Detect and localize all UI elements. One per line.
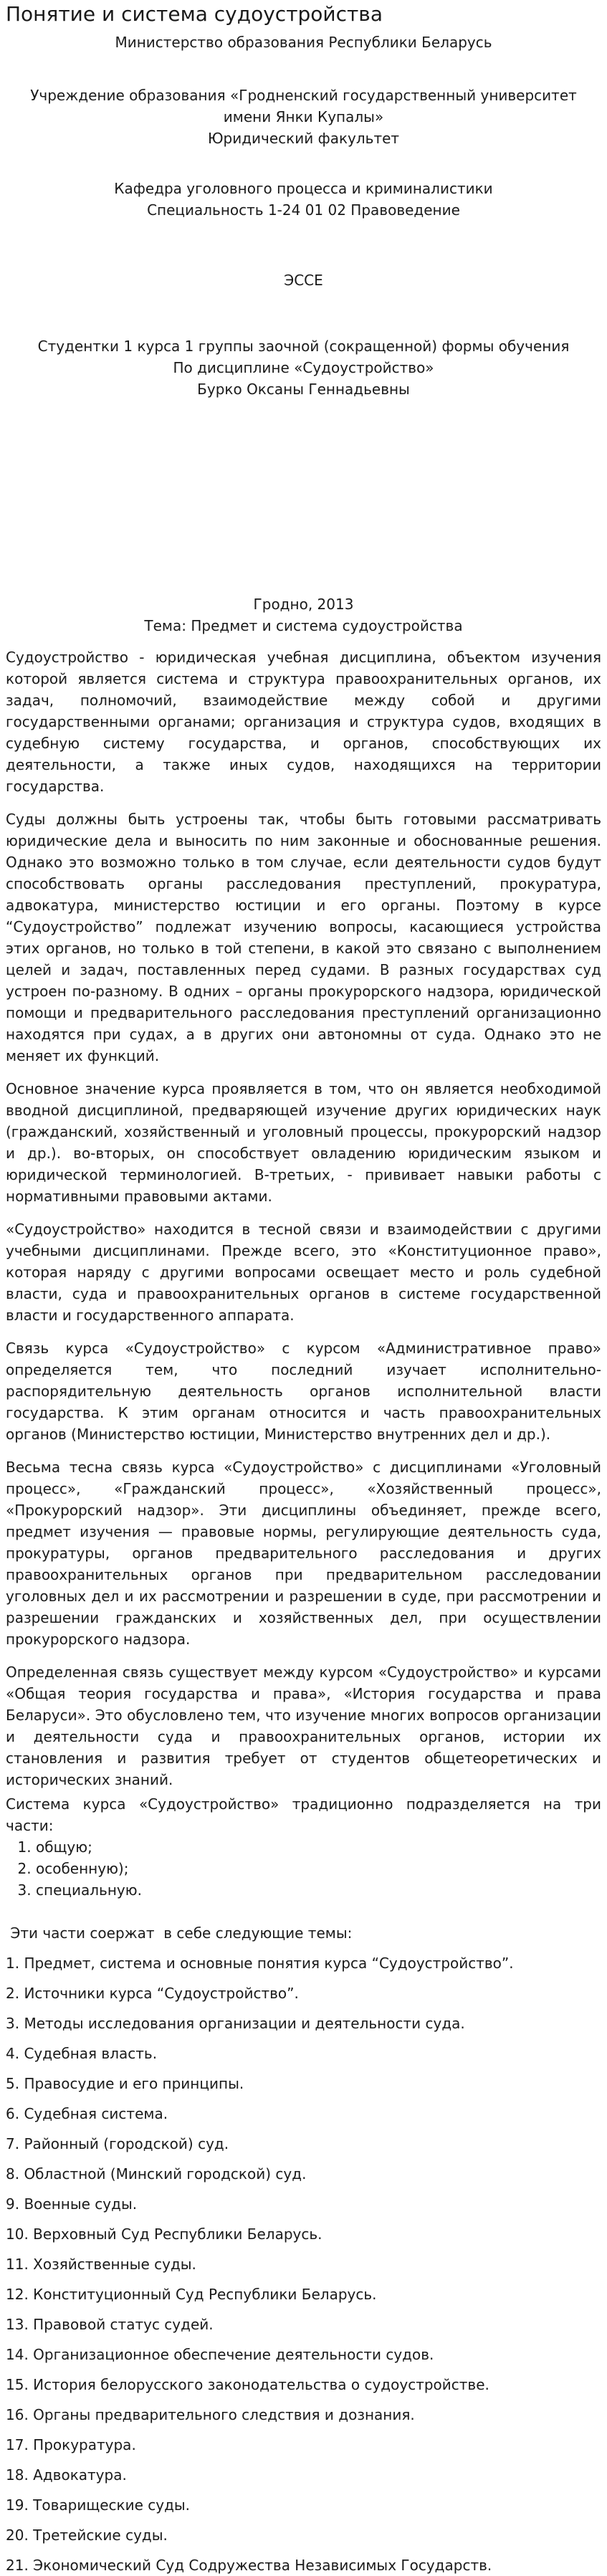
- paragraph: Связь курса «Судоустройство» с курсом «Административное право» определяется тем, что последний изучает исполнительно-распорядительную деятельность органов исполнительной власти государства. К этим органам относится и часть правоохранительных органов (Министерство юстиции, Министерство внутренних дел и др.).: [6, 1340, 601, 1444]
- specialty-line: Специальность 1-24 01 02 Правоведение: [147, 201, 460, 219]
- faculty-line: Юридический факультет: [207, 130, 400, 148]
- list-item: 4. Судебная власть.: [6, 2045, 158, 2063]
- paragraph: «Судоустройство» находится в тесной связи и взаимодействии с другими учебными дисциплинами. Прежде всего, это «Конституционное право», которая наряду с другими вопросами освещает место и роль судебной власти, суда и правоохранительных органов в системе государственной власти и государственного аппарата.: [6, 1221, 601, 1325]
- institution-line-1: Учреждение образования «Гродненский государственный университет: [30, 87, 577, 105]
- student-line-1: Студентки 1 курса 1 группы заочной (сокращенной) формы обучения: [37, 338, 570, 356]
- list-item: 2. особенную);: [36, 1858, 601, 1879]
- list-item: 2. Источники курса “Судоустройство”.: [6, 1985, 299, 2003]
- list-item: 14. Организационное обеспечение деятельности судов.: [6, 2346, 434, 2364]
- list-item: 10. Верховный Суд Республики Беларусь.: [6, 2226, 322, 2243]
- department-line: Кафедра уголовного процесса и криминалистики: [114, 180, 493, 198]
- list-item: 21. Экономический Суд Содружества Независимых Государств.: [6, 2557, 492, 2575]
- student-line-3: Бурко Оксаны Геннадьевны: [197, 381, 410, 399]
- list-item: 20. Третейские суды.: [6, 2527, 168, 2544]
- list-item: 1. Предмет, система и основные понятия курса “Судоустройство”.: [6, 1955, 514, 1972]
- list-item: 1. общую;: [36, 1836, 601, 1858]
- list-item: 18. Адвокатура.: [6, 2466, 127, 2484]
- document: [0, 1, 607, 2576]
- list-item: 12. Конституционный Суд Республики Беларусь.: [6, 2286, 377, 2304]
- list-item: 3. Методы исследования организации и деятельности суда.: [6, 2015, 465, 2033]
- document-title: Понятие и система судоустройства: [6, 2, 383, 26]
- parts-intro: Система курса «Судоустройство» традиционно подразделяется на три части:: [6, 1795, 601, 1835]
- list-item: 19. Товарищеские суды.: [6, 2496, 191, 2514]
- paragraph: Суды должны быть устроены так, чтобы быть готовыми рассматривать юридические дела и выносить по ним законные и обоснованные решения. Однако это возможно только в том случае, если деятельности судов будут способствовать органы расследования преступлений, прокуратура, адвокатура, министерство юстиции и его органы. Поэтому в курсе “Судоустройство” подлежат изучению вопросы, касающиеся устройства этих органов, но только в той степени, в какой это связано с выполнением целей и задач, поставленных перед судами. В разных государствах суд устроен по-разному. В одних – органы прокурорского надзора, юридической помощи и предварительного расследования преступлений организационно находятся при судах, а в других они автономны от суда. Однако это не меняет их функций.: [6, 811, 601, 1065]
- paragraph: Определенная связь существует между курсом «Судоустройство» и курсами «Общая теория государства и права», «История государства и права Беларуси». Это обусловлено тем, что изучение многих вопросов организации и деятельности суда и правоохранительных органов, истории их становления и развития требует от студентов общетеоретических и исторических знаний.: [6, 1664, 601, 1789]
- essay-topic: Тема: Предмет и система судоустройства: [144, 617, 463, 635]
- list-item: 6. Судебная система.: [6, 2105, 168, 2123]
- paragraph: Судоустройство - юридическая учебная дисциплина, объектом изучения которой является система и структура правоохранительных органов, их задач, полномочий, взаимодействие между собой и другими государственными органами; организация и структура судов, входящих в судебную систему государства, и органов, способствующих их деятельности, а также иных судов, находящихся на территории государства.: [6, 649, 601, 796]
- paragraph: Весьма тесна связь курса «Судоустройство» с дисциплинами «Уголовный процесс», «Гражданский процесс», «Хозяйственный процесс», «Прокурорский надзор». Эти дисциплины объединяет, прежде всего, предмет изучения — правовые нормы, регулирующие деятельность суда, прокуратуры, органов предварительного расследования и других правоохранительных органов при предварительном расследовании уголовных дел и их рассмотрении и разрешении в суде, при рассмотрении и разрешении гражданских и хозяйственных дел, при осуществлении прокурорского надзора.: [6, 1459, 601, 1649]
- list-item: 8. Областной (Минский городской) суд.: [6, 2165, 307, 2183]
- list-item: 16. Органы предварительного следствия и дознания.: [6, 2406, 415, 2424]
- doc-type-label: ЭССЕ: [284, 272, 323, 290]
- list-item: 17. Прокуратура.: [6, 2436, 136, 2454]
- list-item: 9. Военные суды.: [6, 2195, 138, 2213]
- topics-list: [6, 1952, 601, 2576]
- ministry-line: Министерство образования Республики Беларусь: [115, 34, 492, 52]
- student-line-2: По дисциплине «Судоустройство»: [173, 359, 434, 377]
- city-year: Гродно, 2013: [253, 596, 354, 614]
- list-item: 11. Хозяйственные суды.: [6, 2256, 196, 2274]
- list-item: 5. Правосудие и его принципы.: [6, 2075, 244, 2093]
- list-item: 3. специальную.: [36, 1879, 601, 1901]
- institution-line-2: имени Янки Купалы»: [223, 108, 384, 126]
- list-item: 13. Правовой статус судей.: [6, 2316, 214, 2334]
- parts-list: [6, 1836, 601, 1901]
- list-item: 7. Районный (городской) суд.: [6, 2135, 229, 2153]
- paragraph: Основное значение курса проявляется в том, что он является необходимой вводной дисциплиной, предваряющей изучение других юридических наук (гражданский, хозяйственный и уголовный процессы, прокурорский надзор и др.). во-вторых, он способствует овладению юридическим языком и юридической терминологией. В-третьих, - прививает навыки работы с нормативными правовыми актами.: [6, 1080, 601, 1206]
- list-item: 15. История белорусского законодательства о судоустройстве.: [6, 2376, 489, 2394]
- topics-intro: Эти части соержат в себе следующие темы:: [6, 1924, 353, 1942]
